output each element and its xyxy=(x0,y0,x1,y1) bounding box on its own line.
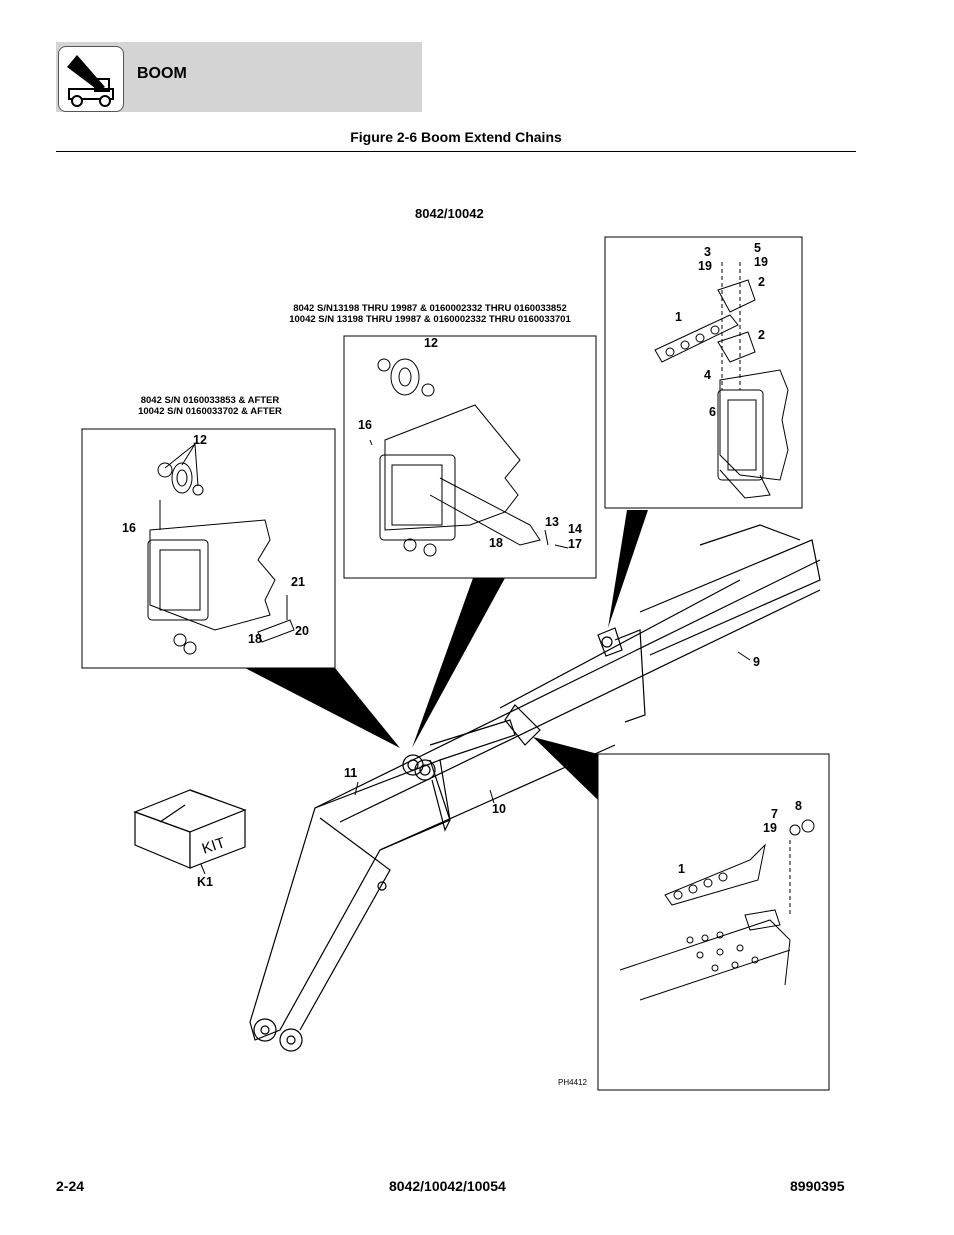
callout-2: 2 xyxy=(758,328,765,342)
callout-k1: K1 xyxy=(197,875,213,889)
serial-line: 8042 S/N 0160033853 & AFTER xyxy=(140,395,280,406)
serial-line: 10042 S/N 13198 THRU 19987 & 0160002332 THRU 0160033701 xyxy=(289,314,571,325)
callout-13: 13 xyxy=(545,515,559,529)
leader-wedges xyxy=(245,510,648,800)
callout-16: 16 xyxy=(122,521,136,535)
callout-2: 2 xyxy=(758,275,765,289)
callout-1: 1 xyxy=(675,310,682,324)
callout-3: 3 xyxy=(704,245,711,259)
callout-4: 4 xyxy=(704,368,711,382)
drawing-id: PH4412 xyxy=(558,1078,587,1087)
callout-21: 21 xyxy=(291,575,305,589)
callout-19: 19 xyxy=(698,259,712,273)
callout-18: 18 xyxy=(489,536,503,550)
callout-7: 7 xyxy=(771,807,778,821)
callout-5: 5 xyxy=(754,241,761,255)
serial-line: 8042 S/N13198 THRU 19987 & 0160002332 THRU 0160033852 xyxy=(293,303,567,314)
footer-models: 8042/10042/10054 xyxy=(389,1178,506,1194)
section-title: BOOM xyxy=(137,65,187,82)
callout-12: 12 xyxy=(424,336,438,350)
callout-8: 8 xyxy=(795,799,802,813)
left-detail-drawing xyxy=(148,444,294,654)
middle-detail-drawing xyxy=(370,359,568,556)
figure-title: Figure 2-6 Boom Extend Chains xyxy=(350,129,562,145)
doc-number: 8990395 xyxy=(790,1178,845,1194)
serial-line: 10042 S/N 0160033702 & AFTER xyxy=(138,406,282,417)
callout-17: 17 xyxy=(568,537,582,551)
kit-box xyxy=(135,790,245,868)
callout-19: 19 xyxy=(754,255,768,269)
callout-16: 16 xyxy=(358,418,372,432)
callout-1: 1 xyxy=(678,862,685,876)
bottom-right-detail-drawing xyxy=(620,820,814,1000)
callout-11: 11 xyxy=(344,766,358,780)
callout-12: 12 xyxy=(193,433,207,447)
top-right-detail-drawing xyxy=(655,259,788,498)
callout-9: 9 xyxy=(753,655,760,669)
callout-10: 10 xyxy=(492,802,506,816)
page-number: 2-24 xyxy=(56,1178,85,1194)
kit-box-label: KIT xyxy=(199,834,228,858)
model-title: 8042/10042 xyxy=(415,206,484,221)
callout-20: 20 xyxy=(295,624,309,638)
callout-14: 14 xyxy=(568,522,582,536)
callout-6: 6 xyxy=(709,405,716,419)
detail-frame-middle xyxy=(344,336,596,578)
callout-19: 19 xyxy=(763,821,777,835)
callout-18: 18 xyxy=(248,632,262,646)
